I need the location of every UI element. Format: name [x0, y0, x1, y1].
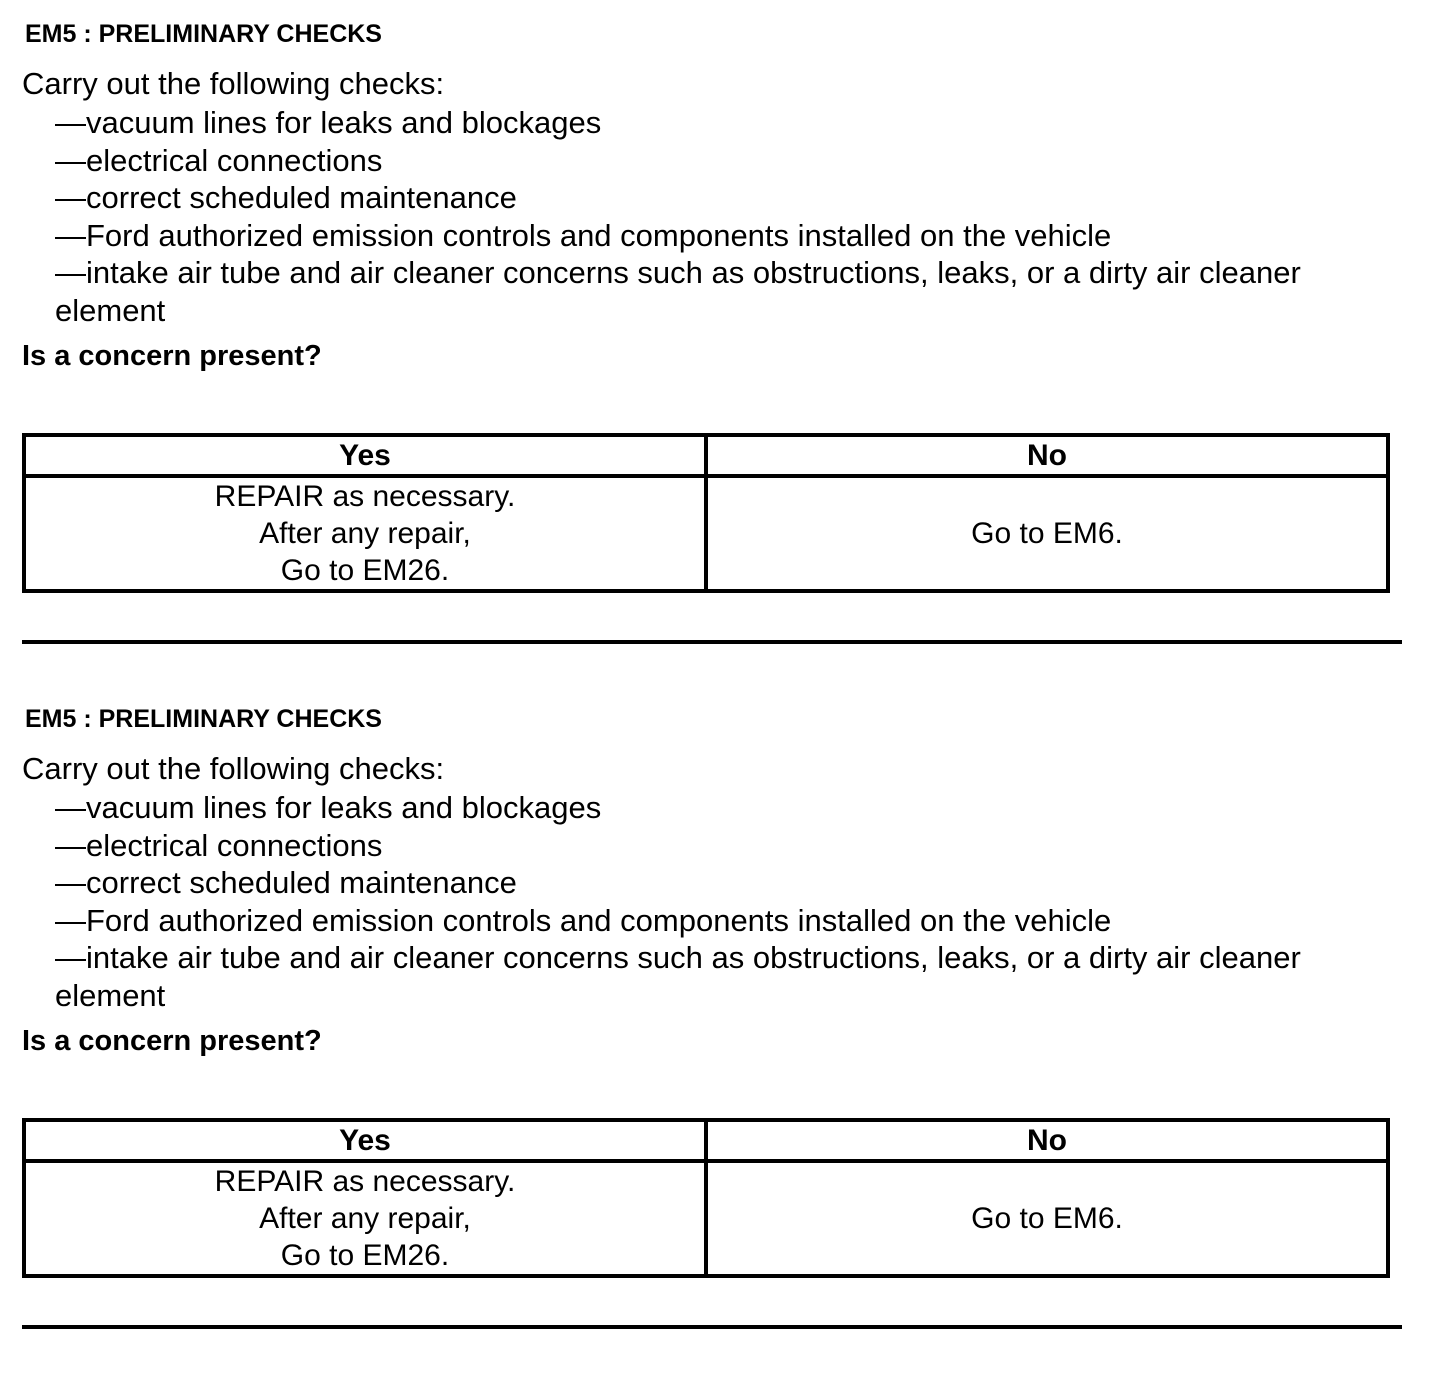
check-item: —intake air tube and air cleaner concerns such as obstructions, leaks, or a dirty air cleaner element: [55, 940, 1301, 1013]
check-item: —electrical connections: [55, 827, 383, 863]
check-item: —vacuum lines for leaks and blockages: [55, 790, 602, 825]
section-title: EM5 : PRELIMINARY CHECKS: [25, 705, 382, 733]
decision-table: [22, 1118, 1390, 1278]
yes-header: Yes: [24, 1120, 706, 1161]
yes-header: Yes: [24, 435, 706, 476]
yes-line: REPAIR as necessary.: [214, 480, 516, 513]
section-title: EM5 : PRELIMINARY CHECKS: [25, 20, 382, 48]
yes-line: Go to EM26.: [280, 1239, 450, 1272]
divider: [22, 640, 1402, 644]
yes-cell: [24, 476, 706, 591]
check-item: —vacuum lines for leaks and blockages: [55, 105, 602, 140]
check-item: —Ford authorized emission controls and components installed on the vehicle: [55, 217, 1112, 253]
check-item: —intake air tube and air cleaner concerns such as obstructions, leaks, or a dirty air cleaner element: [55, 255, 1301, 328]
no-cell: Go to EM6.: [706, 476, 1388, 591]
check-list: [55, 789, 1400, 1014]
yes-line: Go to EM26.: [280, 554, 450, 587]
yes-cell: [24, 1161, 706, 1276]
check-item: —correct scheduled maintenance: [55, 865, 517, 900]
question: Is a concern present?: [22, 1025, 322, 1057]
check-item: —correct scheduled maintenance: [55, 180, 517, 215]
check-list: [55, 104, 1400, 329]
yes-line: After any repair,: [259, 1202, 471, 1235]
decision-table: [22, 433, 1390, 593]
yes-line: After any repair,: [259, 517, 471, 550]
check-item: —Ford authorized emission controls and components installed on the vehicle: [55, 902, 1112, 938]
divider: [22, 1325, 1402, 1329]
intro-text: Carry out the following checks:: [22, 751, 445, 786]
no-cell: Go to EM6.: [706, 1161, 1388, 1276]
question: Is a concern present?: [22, 340, 322, 372]
check-item: —electrical connections: [55, 142, 383, 178]
no-header: No: [706, 435, 1388, 476]
yes-line: REPAIR as necessary.: [214, 1165, 516, 1198]
intro-text: Carry out the following checks:: [22, 66, 445, 101]
no-header: No: [706, 1120, 1388, 1161]
